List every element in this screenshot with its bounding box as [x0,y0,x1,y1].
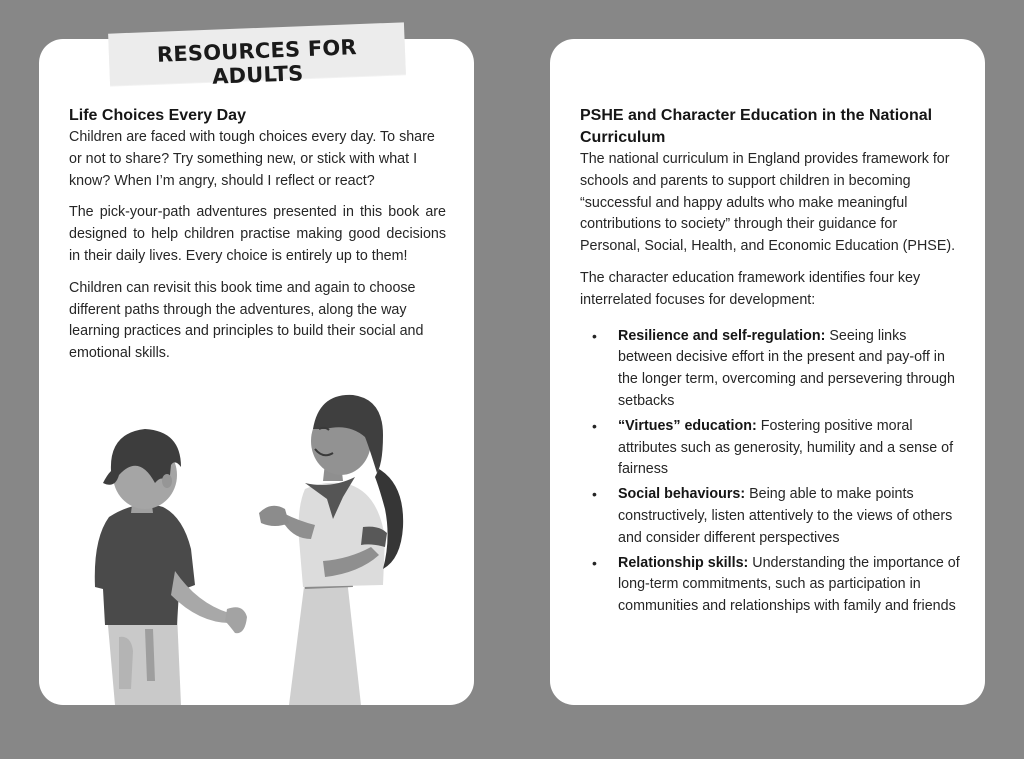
list-item-term: “Virtues” education: [618,417,757,434]
list-item-text: Fostering positive moral attributes such as generosity, humility and a sense of fairness [618,417,954,478]
bullet-dot-icon: • [592,417,597,434]
right-page-heading: PSHE and Character Education in the National Curriculum [580,107,933,146]
list-item-text: Understanding the importance of long-term commitments, such as participation in communities and relationships with family and friends [618,554,960,615]
list-item-text: Being able to make points constructively, listen attentively to the views of others and consider different perspectives [618,486,953,546]
list-item-text: Seeing links between decisive effort in the present and pay-off in the longer term, overcoming and persevering through setbacks [618,327,955,409]
left-page-content [69,105,446,375]
list-item [580,553,960,618]
right-page-content [580,105,960,621]
list-item-term: Social behaviours: [618,486,746,503]
bullet-dot-icon: • [592,554,597,571]
section-banner [108,22,406,89]
bullet-dot-icon: • [592,327,597,344]
left-paragraph-3: Children can revisit this book time and again to choose different paths through the adventures, along the way learning practices and principles to build their social and emotional skills. [69,279,424,362]
list-item-term: Resilience and self-regulation: [618,327,826,344]
adult-figure [259,395,403,705]
banner-title: RESOURCES FOR ADULTS [156,35,358,89]
list-item [580,416,960,481]
left-page-card [39,39,474,705]
child-and-teacher-illustration [79,389,459,705]
left-paragraph-1: Children are faced with tough choices every day. To share or not to share? Try something new, or stick with what I know? When I’m angry, should I reflect or react? [69,129,435,189]
list-item [580,326,960,413]
focus-list [580,326,960,618]
bullet-dot-icon: • [592,486,597,503]
list-item [580,484,960,549]
list-item-term: Relationship skills: [618,554,749,571]
child-figure [95,429,247,705]
left-paragraph-2: The pick-your-path adventures presented in this book are designed to help children practise making good decisions in their daily lives. Every choice is entirely up to them! [69,204,446,264]
left-page-heading: Life Choices Every Day [69,107,246,124]
right-paragraph-2: The character education framework identifies four key interrelated focuses for development: [580,269,921,308]
right-page-card [550,39,985,705]
right-paragraph-1: The national curriculum in England provides framework for schools and parents to support children in becoming “successful and happy adults who make meaningful contributions to society” through their guidance for Personal, Social, Health, and Economic Education (PHSE). [580,151,956,255]
